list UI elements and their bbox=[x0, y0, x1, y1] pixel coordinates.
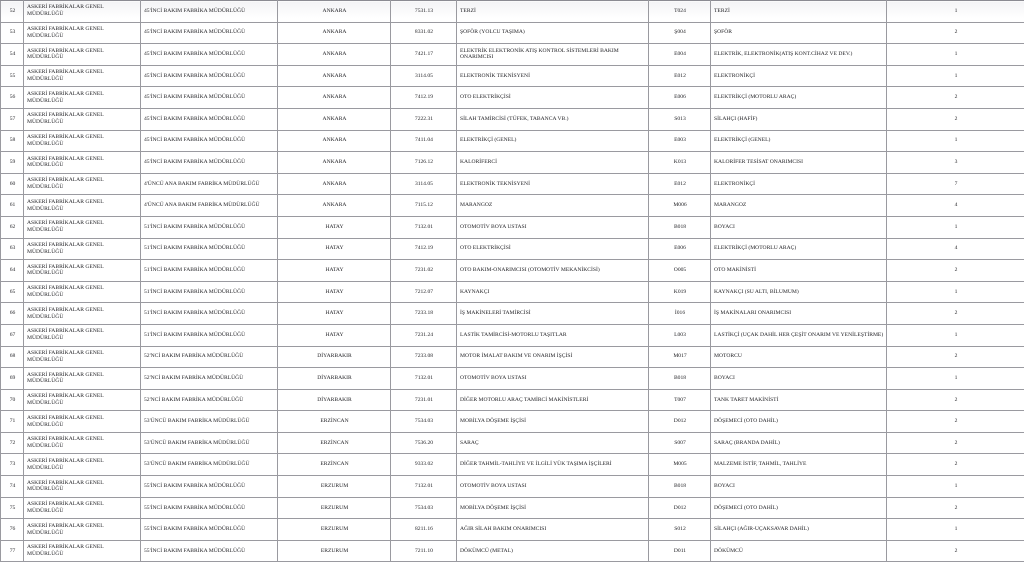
cell-kod: 7126.12 bbox=[391, 152, 457, 174]
cell-unvan: ELEKTRONİK TEKNİSYENİ bbox=[457, 173, 649, 195]
cell-kurum: ASKERİ FABRİKALAR GENEL MÜDÜRLÜĞÜ bbox=[24, 152, 141, 174]
table-row bbox=[1, 130, 1024, 152]
cell-unvan: ELEKTRİK ELEKTRONİK ATIŞ KONTROL SİSTEMLERİ BAKIM ONARIMCISI bbox=[457, 44, 649, 66]
cell-kod: 7132.01 bbox=[391, 368, 457, 390]
cell-adet: 2 bbox=[887, 108, 1024, 130]
cell-meslek: BOYACI bbox=[711, 476, 887, 498]
cell-il: HATAY bbox=[278, 260, 391, 282]
cell-kurum: ASKERİ FABRİKALAR GENEL MÜDÜRLÜĞÜ bbox=[24, 108, 141, 130]
cell-birim: 4'ÜNCÜ ANA BAKIM FABRİKA MÜDÜRLÜĞÜ bbox=[141, 195, 278, 217]
cell-sira: 57 bbox=[1, 108, 24, 130]
cell-il: ERZURUM bbox=[278, 540, 391, 562]
table-row bbox=[1, 303, 1024, 325]
cell-sira: 60 bbox=[1, 173, 24, 195]
cell-kurum: ASKERİ FABRİKALAR GENEL MÜDÜRLÜĞÜ bbox=[24, 238, 141, 260]
cell-meslek: İŞ MAKİNALARI ONARIMCISI bbox=[711, 303, 887, 325]
cell-unvan-kodu: E012 bbox=[649, 65, 711, 87]
cell-birim: 51'İNCİ BAKIM FABRİKA MÜDÜRLÜĞÜ bbox=[141, 216, 278, 238]
cell-il: ERZİNCAN bbox=[278, 411, 391, 433]
cell-meslek: SARAÇ (BRANDA DAHİL) bbox=[711, 432, 887, 454]
cell-unvan: OTOMOTİV BOYA USTASI bbox=[457, 368, 649, 390]
cell-birim: 51'İNCİ BAKIM FABRİKA MÜDÜRLÜĞÜ bbox=[141, 324, 278, 346]
table-row bbox=[1, 324, 1024, 346]
cell-kurum: ASKERİ FABRİKALAR GENEL MÜDÜRLÜĞÜ bbox=[24, 173, 141, 195]
cell-kod: 3114.05 bbox=[391, 65, 457, 87]
cell-adet: 2 bbox=[887, 22, 1024, 44]
cell-birim: 45'İNCİ BAKIM FABRİKA MÜDÜRLÜĞÜ bbox=[141, 22, 278, 44]
cell-birim: 52'NCİ BAKIM FABRİKA MÜDÜRLÜĞÜ bbox=[141, 389, 278, 411]
cell-meslek: OTO MAKİNİSTİ bbox=[711, 260, 887, 282]
cell-adet: 2 bbox=[887, 540, 1024, 562]
cell-kod: 8211.16 bbox=[391, 519, 457, 541]
cell-meslek: MARANGOZ bbox=[711, 195, 887, 217]
cell-il: ANKARA bbox=[278, 108, 391, 130]
cell-kod: 7534.03 bbox=[391, 497, 457, 519]
cell-birim: 45'İNCİ BAKIM FABRİKA MÜDÜRLÜĞÜ bbox=[141, 130, 278, 152]
cell-il: ANKARA bbox=[278, 173, 391, 195]
cell-kod: 7412.19 bbox=[391, 87, 457, 109]
cell-kod: 7421.17 bbox=[391, 44, 457, 66]
cell-kod: 7531.13 bbox=[391, 1, 457, 23]
cell-meslek: TERZİ bbox=[711, 1, 887, 23]
cell-kurum: ASKERİ FABRİKALAR GENEL MÜDÜRLÜĞÜ bbox=[24, 519, 141, 541]
cell-il: ANKARA bbox=[278, 44, 391, 66]
table-row bbox=[1, 87, 1024, 109]
cell-sira: 73 bbox=[1, 454, 24, 476]
cell-sira: 71 bbox=[1, 411, 24, 433]
cell-sira: 52 bbox=[1, 1, 24, 23]
cell-unvan-kodu: K019 bbox=[649, 281, 711, 303]
cell-unvan-kodu: S013 bbox=[649, 108, 711, 130]
cell-meslek: ELEKTRİK, ELEKTRONİK(ATIŞ KONT.CİHAZ VE DEV.) bbox=[711, 44, 887, 66]
cell-kurum: ASKERİ FABRİKALAR GENEL MÜDÜRLÜĞÜ bbox=[24, 432, 141, 454]
cell-kod: 8331.02 bbox=[391, 22, 457, 44]
cell-unvan: MOTOR İMALAT BAKIM VE ONARIM İŞÇİSİ bbox=[457, 346, 649, 368]
cell-il: HATAY bbox=[278, 303, 391, 325]
cell-kurum: ASKERİ FABRİKALAR GENEL MÜDÜRLÜĞÜ bbox=[24, 411, 141, 433]
cell-birim: 51'İNCİ BAKIM FABRİKA MÜDÜRLÜĞÜ bbox=[141, 303, 278, 325]
table-row bbox=[1, 22, 1024, 44]
cell-kurum: ASKERİ FABRİKALAR GENEL MÜDÜRLÜĞÜ bbox=[24, 65, 141, 87]
cell-sira: 56 bbox=[1, 87, 24, 109]
cell-il: DİYARBAKIR bbox=[278, 346, 391, 368]
cell-meslek: ELEKTRONİKÇİ bbox=[711, 65, 887, 87]
cell-birim: 45'İNCİ BAKIM FABRİKA MÜDÜRLÜĞÜ bbox=[141, 87, 278, 109]
cell-meslek: KAYNAKÇI (SU ALTI, BİLUMUM) bbox=[711, 281, 887, 303]
cell-sira: 54 bbox=[1, 44, 24, 66]
cell-sira: 69 bbox=[1, 368, 24, 390]
table-row bbox=[1, 260, 1024, 282]
table-row bbox=[1, 216, 1024, 238]
cell-birim: 51'İNCİ BAKIM FABRİKA MÜDÜRLÜĞÜ bbox=[141, 238, 278, 260]
cell-meslek: ELEKTRİKÇİ (MOTORLU ARAÇ) bbox=[711, 238, 887, 260]
cell-kod: 7231.01 bbox=[391, 389, 457, 411]
cell-kod: 7132.01 bbox=[391, 216, 457, 238]
cell-unvan-kodu: B018 bbox=[649, 476, 711, 498]
cell-kod: 7231.02 bbox=[391, 260, 457, 282]
cell-unvan: OTO BAKIM-ONARIMCISI (OTOMOTİV MEKANİKCİSİ) bbox=[457, 260, 649, 282]
cell-meslek: ELEKTRONİKÇİ bbox=[711, 173, 887, 195]
cell-birim: 53'ÜNCÜ BAKIM FABRİKA MÜDÜRLÜĞÜ bbox=[141, 454, 278, 476]
cell-il: ANKARA bbox=[278, 1, 391, 23]
cell-kurum: ASKERİ FABRİKALAR GENEL MÜDÜRLÜĞÜ bbox=[24, 216, 141, 238]
cell-unvan: ELEKTRİKÇİ (GENEL) bbox=[457, 130, 649, 152]
cell-unvan-kodu: D012 bbox=[649, 411, 711, 433]
cell-adet: 1 bbox=[887, 519, 1024, 541]
table-row bbox=[1, 65, 1024, 87]
cell-unvan: SARAÇ bbox=[457, 432, 649, 454]
cell-unvan-kodu: E003 bbox=[649, 130, 711, 152]
cell-meslek: KALORİFER TESİSAT ONARIMCISI bbox=[711, 152, 887, 174]
cell-unvan: DÖKÜMCÜ (METAL) bbox=[457, 540, 649, 562]
cell-meslek: MOTORCU bbox=[711, 346, 887, 368]
cell-birim: 53'ÜNCÜ BAKIM FABRİKA MÜDÜRLÜĞÜ bbox=[141, 411, 278, 433]
cell-adet: 7 bbox=[887, 173, 1024, 195]
cell-unvan-kodu: E012 bbox=[649, 173, 711, 195]
cell-adet: 1 bbox=[887, 476, 1024, 498]
cell-il: HATAY bbox=[278, 281, 391, 303]
cell-il: ERZURUM bbox=[278, 476, 391, 498]
table-row bbox=[1, 411, 1024, 433]
cell-kurum: ASKERİ FABRİKALAR GENEL MÜDÜRLÜĞÜ bbox=[24, 195, 141, 217]
cell-kod: 7412.19 bbox=[391, 238, 457, 260]
cell-unvan: OTO ELEKTRİKÇİSİ bbox=[457, 238, 649, 260]
cell-birim: 45'İNCİ BAKIM FABRİKA MÜDÜRLÜĞÜ bbox=[141, 152, 278, 174]
cell-kurum: ASKERİ FABRİKALAR GENEL MÜDÜRLÜĞÜ bbox=[24, 281, 141, 303]
cell-unvan: DİĞER MOTORLU ARAÇ TAMİRCİ MAKİNİSTLERİ bbox=[457, 389, 649, 411]
cell-birim: 52'NCİ BAKIM FABRİKA MÜDÜRLÜĞÜ bbox=[141, 346, 278, 368]
cell-unvan: LASTİK TAMİRCİSİ-MOTORLU TAŞITLAR bbox=[457, 324, 649, 346]
cell-unvan-kodu: B018 bbox=[649, 368, 711, 390]
cell-kod: 7233.18 bbox=[391, 303, 457, 325]
cell-meslek: ELEKTRİKÇİ (MOTORLU ARAÇ) bbox=[711, 87, 887, 109]
cell-unvan-kodu: M006 bbox=[649, 195, 711, 217]
table-row bbox=[1, 238, 1024, 260]
table-row bbox=[1, 281, 1024, 303]
cell-adet: 2 bbox=[887, 346, 1024, 368]
cell-adet: 1 bbox=[887, 1, 1024, 23]
cell-kurum: ASKERİ FABRİKALAR GENEL MÜDÜRLÜĞÜ bbox=[24, 368, 141, 390]
cell-adet: 3 bbox=[887, 152, 1024, 174]
cell-sira: 61 bbox=[1, 195, 24, 217]
cell-meslek: BOYACI bbox=[711, 368, 887, 390]
cell-adet: 1 bbox=[887, 368, 1024, 390]
cell-unvan-kodu: K013 bbox=[649, 152, 711, 174]
cell-kurum: ASKERİ FABRİKALAR GENEL MÜDÜRLÜĞÜ bbox=[24, 22, 141, 44]
cell-birim: 4'ÜNCÜ ANA BAKIM FABRİKA MÜDÜRLÜĞÜ bbox=[141, 173, 278, 195]
table-row bbox=[1, 44, 1024, 66]
cell-unvan: MARANGOZ bbox=[457, 195, 649, 217]
cell-sira: 77 bbox=[1, 540, 24, 562]
cell-kurum: ASKERİ FABRİKALAR GENEL MÜDÜRLÜĞÜ bbox=[24, 1, 141, 23]
table-row bbox=[1, 389, 1024, 411]
cell-birim: 53'ÜNCÜ BAKIM FABRİKA MÜDÜRLÜĞÜ bbox=[141, 432, 278, 454]
cell-kurum: ASKERİ FABRİKALAR GENEL MÜDÜRLÜĞÜ bbox=[24, 303, 141, 325]
cell-unvan-kodu: Ş004 bbox=[649, 22, 711, 44]
table-row bbox=[1, 346, 1024, 368]
cell-unvan-kodu: B018 bbox=[649, 216, 711, 238]
cell-sira: 76 bbox=[1, 519, 24, 541]
cell-kurum: ASKERİ FABRİKALAR GENEL MÜDÜRLÜĞÜ bbox=[24, 346, 141, 368]
cell-unvan: TERZİ bbox=[457, 1, 649, 23]
cell-unvan: AĞIR SİLAH BAKIM ONARIMCISI bbox=[457, 519, 649, 541]
table-row bbox=[1, 173, 1024, 195]
cell-adet: 1 bbox=[887, 44, 1024, 66]
cell-il: DİYARBAKIR bbox=[278, 389, 391, 411]
cell-unvan-kodu: O005 bbox=[649, 260, 711, 282]
table-row bbox=[1, 497, 1024, 519]
table-row bbox=[1, 519, 1024, 541]
cell-il: ANKARA bbox=[278, 65, 391, 87]
cell-adet: 2 bbox=[887, 432, 1024, 454]
cell-unvan-kodu: E004 bbox=[649, 44, 711, 66]
cell-unvan: ŞOFÖR (YOLCU TAŞIMA) bbox=[457, 22, 649, 44]
cell-adet: 2 bbox=[887, 260, 1024, 282]
cell-kurum: ASKERİ FABRİKALAR GENEL MÜDÜRLÜĞÜ bbox=[24, 260, 141, 282]
cell-kod: 7534.03 bbox=[391, 411, 457, 433]
table-row bbox=[1, 1, 1024, 23]
cell-sira: 65 bbox=[1, 281, 24, 303]
cell-adet: 1 bbox=[887, 324, 1024, 346]
cell-adet: 2 bbox=[887, 303, 1024, 325]
cell-unvan-kodu: S007 bbox=[649, 432, 711, 454]
cell-unvan: KALORİFERCİ bbox=[457, 152, 649, 174]
cell-kurum: ASKERİ FABRİKALAR GENEL MÜDÜRLÜĞÜ bbox=[24, 454, 141, 476]
cell-unvan: MOBİLYA DÖŞEME İŞÇİSİ bbox=[457, 497, 649, 519]
cell-unvan-kodu: T007 bbox=[649, 389, 711, 411]
cell-il: HATAY bbox=[278, 324, 391, 346]
cell-unvan: İŞ MAKİNELERİ TAMİRCİSİ bbox=[457, 303, 649, 325]
cell-unvan: OTO ELEKTRİKÇİSİ bbox=[457, 87, 649, 109]
cell-adet: 2 bbox=[887, 497, 1024, 519]
cell-il: ERZİNCAN bbox=[278, 454, 391, 476]
cell-il: ANKARA bbox=[278, 195, 391, 217]
cell-kod: 9333.02 bbox=[391, 454, 457, 476]
cell-birim: 45'İNCİ BAKIM FABRİKA MÜDÜRLÜĞÜ bbox=[141, 44, 278, 66]
cell-kod: 7115.12 bbox=[391, 195, 457, 217]
cell-il: ERZURUM bbox=[278, 497, 391, 519]
cell-birim: 55'İNCİ BAKIM FABRİKA MÜDÜRLÜĞÜ bbox=[141, 497, 278, 519]
cell-unvan: OTOMOTİV BOYA USTASI bbox=[457, 476, 649, 498]
cell-sira: 53 bbox=[1, 22, 24, 44]
cell-meslek: LASTİKÇİ (UÇAK DAHİL HER ÇEŞİT ONARIM VE YENİLEŞTİRME) bbox=[711, 324, 887, 346]
cell-meslek: TANK TARET MAKİNİSTİ bbox=[711, 389, 887, 411]
cell-unvan-kodu: M017 bbox=[649, 346, 711, 368]
cell-unvan-kodu: D012 bbox=[649, 497, 711, 519]
cell-unvan-kodu: L003 bbox=[649, 324, 711, 346]
cell-birim: 52'NCİ BAKIM FABRİKA MÜDÜRLÜĞÜ bbox=[141, 368, 278, 390]
cell-il: HATAY bbox=[278, 238, 391, 260]
cell-adet: 2 bbox=[887, 87, 1024, 109]
cell-unvan-kodu: S012 bbox=[649, 519, 711, 541]
cell-kurum: ASKERİ FABRİKALAR GENEL MÜDÜRLÜĞÜ bbox=[24, 497, 141, 519]
cell-adet: 2 bbox=[887, 389, 1024, 411]
cell-adet: 1 bbox=[887, 130, 1024, 152]
cell-sira: 63 bbox=[1, 238, 24, 260]
cell-sira: 58 bbox=[1, 130, 24, 152]
cell-kod: 7222.31 bbox=[391, 108, 457, 130]
cell-adet: 1 bbox=[887, 281, 1024, 303]
cell-il: DİYARBAKIR bbox=[278, 368, 391, 390]
cell-il: ANKARA bbox=[278, 87, 391, 109]
cell-unvan-kodu: E006 bbox=[649, 238, 711, 260]
cell-unvan: ELEKTRONİK TEKNİSYENİ bbox=[457, 65, 649, 87]
cell-meslek: MALZEME İSTİF, TAHMİL, TAHLİYE bbox=[711, 454, 887, 476]
cell-unvan: SİLAH TAMİRCİSİ (TÜFEK, TABANCA VB.) bbox=[457, 108, 649, 130]
cell-il: ERZURUM bbox=[278, 519, 391, 541]
cell-sira: 62 bbox=[1, 216, 24, 238]
cell-adet: 4 bbox=[887, 238, 1024, 260]
table-row bbox=[1, 108, 1024, 130]
cell-kurum: ASKERİ FABRİKALAR GENEL MÜDÜRLÜĞÜ bbox=[24, 540, 141, 562]
table-row bbox=[1, 368, 1024, 390]
cell-birim: 45'İNCİ BAKIM FABRİKA MÜDÜRLÜĞÜ bbox=[141, 65, 278, 87]
cell-birim: 55'İNCİ BAKIM FABRİKA MÜDÜRLÜĞÜ bbox=[141, 519, 278, 541]
cell-kod: 7211.10 bbox=[391, 540, 457, 562]
cell-sira: 59 bbox=[1, 152, 24, 174]
cell-birim: 55'İNCİ BAKIM FABRİKA MÜDÜRLÜĞÜ bbox=[141, 540, 278, 562]
cell-birim: 45'İNCİ BAKIM FABRİKA MÜDÜRLÜĞÜ bbox=[141, 108, 278, 130]
cell-sira: 64 bbox=[1, 260, 24, 282]
cell-unvan: DİĞER TAHMİL-TAHLİYE VE İLGİLİ YÜK TAŞIMA İŞÇİLERİ bbox=[457, 454, 649, 476]
cell-birim: 55'İNCİ BAKIM FABRİKA MÜDÜRLÜĞÜ bbox=[141, 476, 278, 498]
cell-unvan-kodu: D011 bbox=[649, 540, 711, 562]
cell-kod: 7411.04 bbox=[391, 130, 457, 152]
cell-kod: 3114.05 bbox=[391, 173, 457, 195]
cell-adet: 1 bbox=[887, 216, 1024, 238]
cell-unvan-kodu: E006 bbox=[649, 87, 711, 109]
cell-sira: 70 bbox=[1, 389, 24, 411]
cell-kurum: ASKERİ FABRİKALAR GENEL MÜDÜRLÜĞÜ bbox=[24, 389, 141, 411]
cell-meslek: DÖŞEMECİ (OTO DAHİL) bbox=[711, 497, 887, 519]
cell-unvan: KAYNAKÇI bbox=[457, 281, 649, 303]
cell-sira: 75 bbox=[1, 497, 24, 519]
cell-kurum: ASKERİ FABRİKALAR GENEL MÜDÜRLÜĞÜ bbox=[24, 130, 141, 152]
cell-meslek: BOYACI bbox=[711, 216, 887, 238]
cell-meslek: SİLAHÇI (HAFİF) bbox=[711, 108, 887, 130]
cell-kurum: ASKERİ FABRİKALAR GENEL MÜDÜRLÜĞÜ bbox=[24, 44, 141, 66]
cell-kod: 7231.24 bbox=[391, 324, 457, 346]
table-row bbox=[1, 476, 1024, 498]
cell-il: ANKARA bbox=[278, 22, 391, 44]
cell-adet: 2 bbox=[887, 411, 1024, 433]
cell-il: HATAY bbox=[278, 216, 391, 238]
cell-adet: 1 bbox=[887, 65, 1024, 87]
cell-unvan-kodu: M005 bbox=[649, 454, 711, 476]
cell-sira: 68 bbox=[1, 346, 24, 368]
cell-kurum: ASKERİ FABRİKALAR GENEL MÜDÜRLÜĞÜ bbox=[24, 87, 141, 109]
cell-meslek: ELEKTRİKÇİ (GENEL) bbox=[711, 130, 887, 152]
cell-kod: 7212.07 bbox=[391, 281, 457, 303]
cell-kod: 7536.20 bbox=[391, 432, 457, 454]
kadro-table-body bbox=[1, 1, 1024, 562]
cell-birim: 51'İNCİ BAKIM FABRİKA MÜDÜRLÜĞÜ bbox=[141, 281, 278, 303]
table-row bbox=[1, 540, 1024, 562]
cell-kurum: ASKERİ FABRİKALAR GENEL MÜDÜRLÜĞÜ bbox=[24, 476, 141, 498]
table-row bbox=[1, 152, 1024, 174]
cell-sira: 67 bbox=[1, 324, 24, 346]
table-row bbox=[1, 195, 1024, 217]
cell-meslek: SİLAHÇI (AĞIR-UÇAKSAVAR DAHİL) bbox=[711, 519, 887, 541]
cell-birim: 45'İNCİ BAKIM FABRİKA MÜDÜRLÜĞÜ bbox=[141, 1, 278, 23]
table-row bbox=[1, 432, 1024, 454]
cell-meslek: DÖKÜMCÜ bbox=[711, 540, 887, 562]
cell-unvan-kodu: T024 bbox=[649, 1, 711, 23]
cell-sira: 72 bbox=[1, 432, 24, 454]
cell-unvan: OTOMOTİV BOYA USTASI bbox=[457, 216, 649, 238]
cell-meslek: ŞOFÖR bbox=[711, 22, 887, 44]
cell-sira: 66 bbox=[1, 303, 24, 325]
cell-sira: 55 bbox=[1, 65, 24, 87]
cell-birim: 51'İNCİ BAKIM FABRİKA MÜDÜRLÜĞÜ bbox=[141, 260, 278, 282]
cell-il: ERZİNCAN bbox=[278, 432, 391, 454]
cell-il: ANKARA bbox=[278, 130, 391, 152]
cell-meslek: DÖŞEMECİ (OTO DAHİL) bbox=[711, 411, 887, 433]
cell-adet: 4 bbox=[887, 195, 1024, 217]
cell-il: ANKARA bbox=[278, 152, 391, 174]
cell-kod: 7233.08 bbox=[391, 346, 457, 368]
cell-adet: 2 bbox=[887, 454, 1024, 476]
table-row bbox=[1, 454, 1024, 476]
cell-sira: 74 bbox=[1, 476, 24, 498]
cell-kod: 7132.01 bbox=[391, 476, 457, 498]
cell-unvan: MOBİLYA DÖŞEME İŞÇİSİ bbox=[457, 411, 649, 433]
cell-kurum: ASKERİ FABRİKALAR GENEL MÜDÜRLÜĞÜ bbox=[24, 324, 141, 346]
cell-unvan-kodu: İ016 bbox=[649, 303, 711, 325]
